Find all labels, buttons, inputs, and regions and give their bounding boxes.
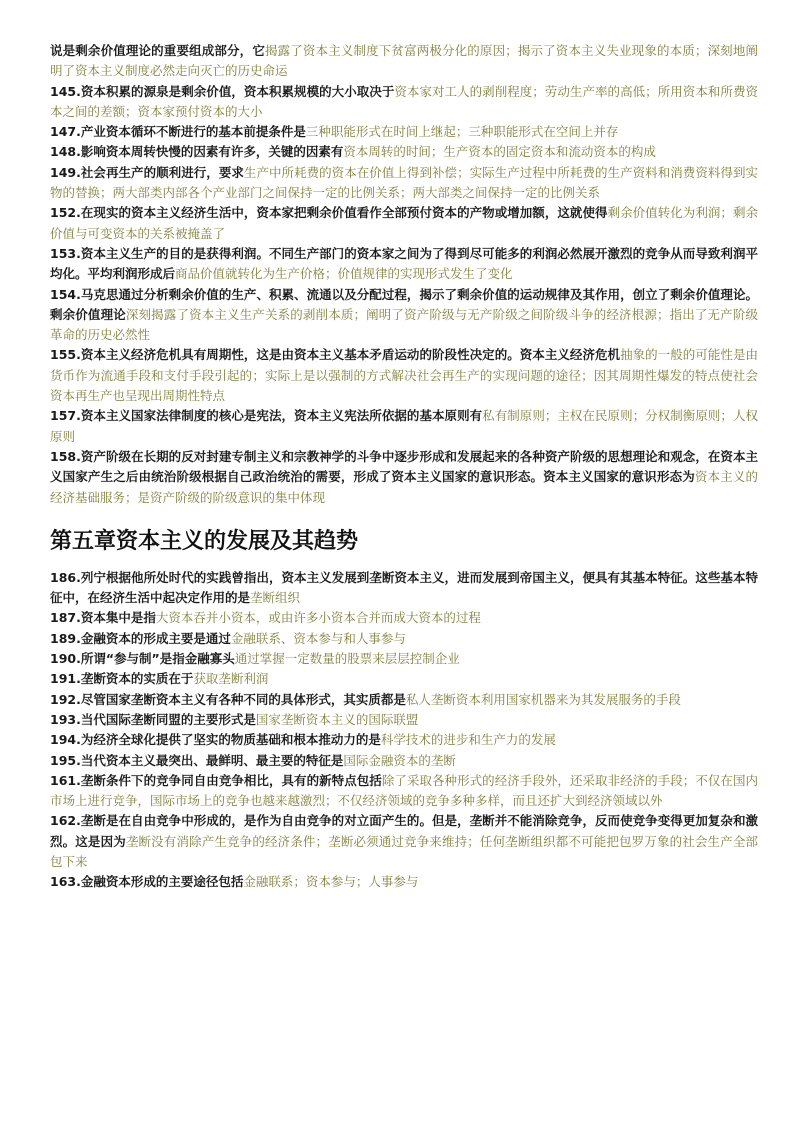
answer-text: 国家垄断资本主义的国际联盟 [255,711,419,727]
question-text: 149.社会再生产的顺利进行，要求 [50,164,244,180]
answer-text: 垄断没有消除产生竞争的经济条件；垄断必须通过竞争来维持；任何垄断组织都不可能把包罗万象的社会生产全部包下来 [50,833,758,869]
question-list-top [50,41,758,508]
question-text: 162.垄断是在自由竞争中形成的，是作为自由竞争的对立面产生的。但是，垄断并不能消除竞争，反而使竞争变得更加复杂和激烈。这是因为 [50,813,758,849]
question-text: 154.马克思通过分析剩余价值的生产、积累、流通以及分配过程，揭示了剩余价值的运动规律及其作用，创立了剩余价值理论。剩余价值理论 [50,286,758,322]
question-item [50,82,758,123]
question-item [50,41,758,82]
answer-text: 生产中所耗费的资本在价值上得到补偿；实际生产过程中所耗费的生产资料和消费资料得到实物的替换；两大部类内部各个产业部门之间保持一定的比例关系；两大部类之间保持一定的比例关系 [50,164,758,201]
answer-text: 揭露了资本主义制度下贫富两极分化的原因；揭示了资本主义失业现象的本质；深刻地阐明了资本主义制度必然走向灭亡的历史命运 [50,43,758,79]
question-item [50,163,758,204]
question-item [50,244,758,285]
question-text: 152.在现实的资本主义经济生活中，资本家把剩余价值看作全部预付资本的产物或增加额，这就使得 [50,205,608,221]
question-item [50,122,758,142]
question-item [50,710,758,730]
answer-text: 资本周转的时间；生产资本的固定资本和流动资本的构成 [343,144,656,160]
answer-text: 深刻揭露了资本主义生产关系的剥削本质；阐明了资产阶级与无产阶级之间阶级斗争的经济根源；指出了无产阶级革命的历史必然性 [50,306,758,343]
question-item [50,771,758,812]
question-item [50,142,758,162]
question-text: 157.资本主义国家法律制度的核心是宪法，资本主义宪法所依据的基本原则有 [50,408,483,424]
question-text: 158.资产阶级在长期的反对封建专制主义和宗教神学的斗争中逐步形成和发展起来的各种资产阶级的思想理论和观念，在资本主义国家产生之后由统治阶级根据自己政治统治的需要，形成了资本主义国家的意识形态。资本主义国家的意识形态为 [50,448,758,485]
question-text: 190.所谓“参与制”是指金融寡头 [50,651,235,667]
question-item [50,406,758,447]
question-text: 说是剩余价值理论的重要组成部分，它 [50,43,265,58]
question-text: 187.资本集中是指 [50,610,156,626]
chapter-title: 第五章资本主义的发展及其趋势 [50,528,359,554]
answer-text: 抽象的一般的可能性是由货币作为流通手段和支付手段引起的；实际上是以强制的方式解决社会再生产的实现问题的途径；因其周期性爆发的特点使社会资本再生产也呈现出周期性特点 [50,347,758,404]
question-item [50,811,758,872]
question-text: 163.金融资本形成的主要途径包括 [50,874,244,890]
answer-text: 垄断组织 [250,590,301,606]
question-text: 145.资本积累的源泉是剩余价值，资本积累规模的大小取决于 [50,83,395,99]
answer-text: 金融联系；资本参与；人事参与 [243,874,419,890]
question-text: 189.金融资本的形成主要是通过 [50,630,231,646]
answer-text: 除了采取各种形式的经济手段外，还采取非经济的手段；不仅在国内市场上进行竞争，国际市场上的竞争也越来越激烈；不仅经济领域的竞争多种多样，而且还扩大到经济领域以外 [50,772,758,809]
question-item [50,203,758,244]
answer-text: 剩余价值转化为利润；剩余价值与可变资本的关系被掩盖了 [50,205,758,241]
answer-text: 大资本吞并小资本，或由许多小资本合并而成大资本的过程 [155,610,481,626]
answer-text: 资本主义的经济基础服务；是资产阶级的阶级意识的集中体现 [50,469,758,505]
question-list-bottom [50,568,758,893]
question-item [50,608,758,628]
question-text: 147.产业资本循环不断进行的基本前提条件是 [50,124,306,140]
question-text: 148.影响资本周转快慢的因素有许多，关键的因素有 [50,144,344,160]
question-item [50,751,758,771]
question-item [50,730,758,750]
question-text: 155.资本主义经济危机具有周期性，这是由资本主义基本矛盾运动的阶段性决定的。资本主义经济危机 [50,347,621,363]
question-text: 161.垄断条件下的竞争同自由竞争相比，具有的新特点包括 [50,772,382,788]
answer-text: 国际金融资本的垄断 [343,752,456,768]
answer-text: 获取垄断利润 [193,671,269,687]
question-text: 191.垄断资本的实质在于 [50,671,194,687]
question-item [50,649,758,669]
question-text: 153.资本主义生产的目的是获得利润。不同生产部门的资本家之间为了得到尽可能多的利润必然展开激烈的竞争从而导致利润平均化。平均利润形成后 [50,245,758,282]
answer-text: 三种职能形式在时间上继起；三种职能形式在空间上并存 [305,124,619,140]
question-item [50,669,758,689]
question-item [50,568,758,609]
answer-text: 私人垄断资本利用国家机器来为其发展服务的手段 [405,691,681,707]
question-text: 186.列宁根据他所处时代的实践曾指出，资本主义发展到垄断资本主义，进而发展到帝国主义，便具有其基本特征。这些基本特征中，在经济生活中起决定作用的是 [50,569,758,606]
answer-text: 私有制原则；主权在民原则；分权制衡原则；人权原则 [50,408,758,444]
question-text: 194.为经济全球化提供了坚实的物质基础和根本推动力的是 [50,732,381,748]
question-item [50,872,758,892]
answer-text: 金融联系、资本参与和人事参与 [230,630,406,646]
question-text: 192.尽管国家垄断资本主义有各种不同的具体形式，其实质都是 [50,691,406,707]
question-item [50,285,758,346]
question-text: 195.当代资本主义最突出、最鲜明、最主要的特征是 [50,752,344,768]
answer-text: 科学技术的进步和生产力的发展 [380,732,556,748]
question-text: 193.当代国际垄断同盟的主要形式是 [50,711,256,727]
answer-text: 资本家对工人的剥削程度；劳动生产率的高低；所用资本和所费资本之间的差额；资本家预付资本的大小 [50,83,758,119]
question-item [50,690,758,710]
answer-text: 通过掌握一定数量的股票来层层控制企业 [234,651,460,667]
answer-text: 商品价值就转化为生产价格；价值规律的实现形式发生了变化 [175,266,513,282]
question-item [50,447,758,508]
question-item [50,629,758,649]
question-item [50,345,758,406]
